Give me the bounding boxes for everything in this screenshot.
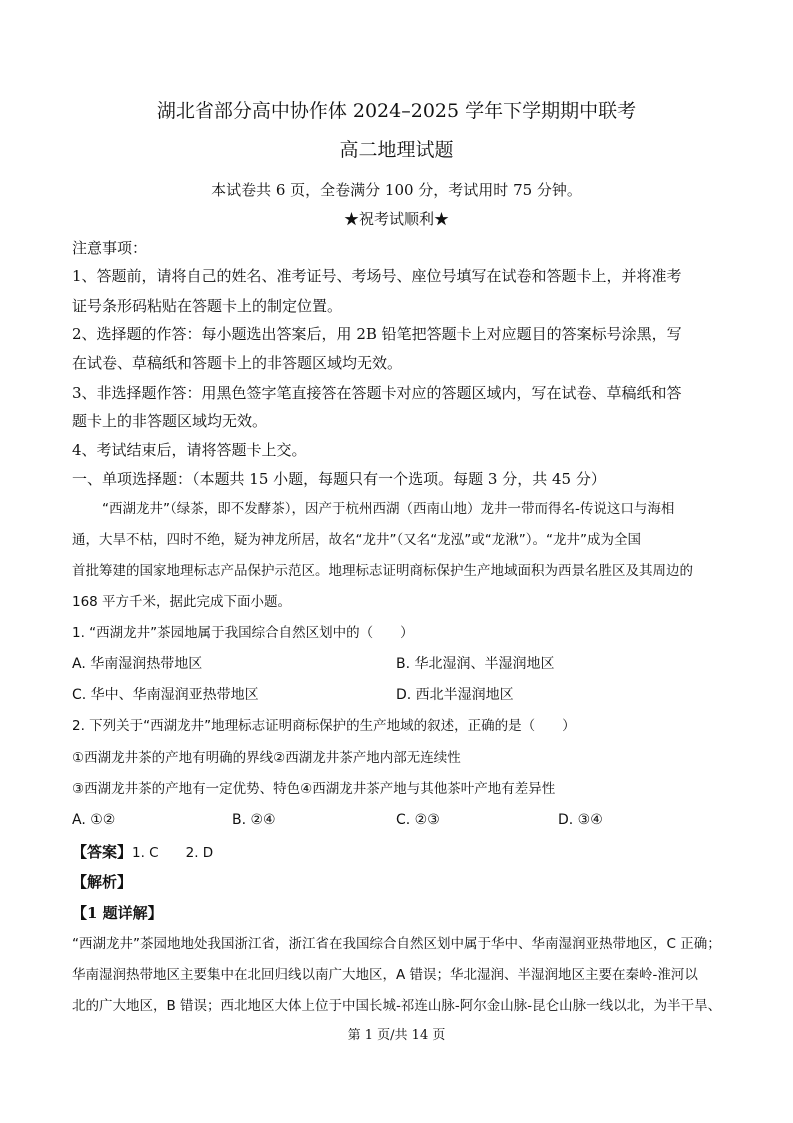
exam-subtitle: 高二地理试题 — [339, 139, 454, 161]
notes-line: 在试卷、草稿纸和答题卡上的非答题区域均无效。 — [72, 354, 403, 372]
notes-line: 2、选择题的作答：每小题选出答案后，用 2B 铅笔把答题卡上对应题目的答案标号涂黑，写 — [72, 325, 682, 343]
notes-line: 3、非选择题作答：用黑色签字笔直接答在答题卡对应的答题区域内，写在试卷、草稿纸和答 — [72, 384, 682, 402]
question-1-option-b: B. 华北湿润、半湿润地区 — [396, 656, 555, 672]
question-1-option-a: A. 华南湿润热带地区 — [72, 656, 203, 672]
answer-text: 1. C 2. D — [132, 845, 214, 861]
question-2-option-d: D. ③④ — [558, 812, 603, 828]
analysis-line: 华南湿润热带地区主要集中在北回归线以南广大地区，A 错误；华北湿润、半湿润地区主要在秦岭-淮河以 — [72, 967, 698, 983]
notes-line: 1、答题前，请将自己的姓名、准考证号、考场号、座位号填写在试卷和答题卡上，并将准考 — [72, 267, 682, 285]
notes-heading: 注意事项： — [72, 239, 148, 257]
question-2-option-a: A. ①② — [72, 812, 116, 828]
analysis-line: 北的广大地区，B 错误；西北地区大体上位于中国长城-祁连山脉-阿尔金山脉-昆仑山脉一线以北，为半干旱、 — [72, 998, 722, 1014]
notes-line: 题卡上的非答题区域均无效。 — [72, 412, 268, 430]
page-footer: 第 1 页/共 14 页 — [347, 1028, 446, 1043]
passage-line: 168 平方千米，据此完成下面小题。 — [72, 594, 292, 610]
question-1-option-c: C. 华中、华南湿润亚热带地区 — [72, 687, 259, 703]
passage-line: 首批筹建的国家地理标志产品保护示范区。地理标志证明商标保护生产地域面积为西景名胜区及其周边的 — [72, 563, 693, 579]
section-heading: 一、单项选择题：（本题共 15 小题，每题只有一个选项。每题 3 分，共 45 分） — [72, 470, 606, 488]
notes-line: 证号条形码粘贴在答题卡上的制定位置。 — [72, 297, 343, 315]
question-1-stem: 1. “西湖龙井”茶园地属于我国综合自然区划中的（ ） — [72, 625, 414, 641]
answer-row — [72, 842, 213, 863]
question-2-stem: 2. 下列关于“西湖龙井”地理标志证明商标保护的生产地域的叙述，正确的是（ ） — [72, 718, 576, 734]
passage-line: 通，大旱不枯，四时不绝，疑为神龙所居，故名“龙井”（又名“龙泓”或“龙湫”）。“龙井”成为全国 — [72, 532, 641, 548]
question-2-option-c: C. ②③ — [396, 812, 440, 828]
passage-line: “西湖龙井”（绿茶，即不发酵茶），因产于杭州西湖（西南山地）龙井一带而得名-传说这口与海相 — [102, 501, 675, 517]
analysis-line: “西湖龙井”茶园地地处我国浙江省，浙江省在我国综合自然区划中属于华中、华南湿润亚热带地区，C 正确； — [72, 936, 721, 952]
question-2-statement: ①西湖龙井茶的产地有明确的界线②西湖龙井茶产地内部无连续性 — [72, 750, 461, 766]
question-2-option-b: B. ②④ — [232, 812, 276, 828]
analysis-label: 【解析】 — [72, 873, 133, 891]
question-1-option-d: D. 西北半湿润地区 — [396, 687, 514, 703]
exam-info: 本试卷共 6 页，全卷满分 100 分，考试用时 75 分钟。 — [211, 181, 582, 199]
answer-label: 【答案】 — [72, 843, 133, 861]
question-2-statement: ③西湖龙井茶的产地有一定优势、特色④西湖龙井茶产地与其他茶叶产地有差异性 — [72, 781, 556, 797]
notes-line: 4、考试结束后，请将答题卡上交。 — [72, 441, 307, 459]
exam-wish: ★祝考试顺利★ — [343, 210, 449, 228]
exam-title: 湖北省部分高中协作体 2024–2025 学年下学期期中联考 — [156, 100, 637, 122]
analysis-detail-label: 【1 题详解】 — [72, 904, 163, 922]
